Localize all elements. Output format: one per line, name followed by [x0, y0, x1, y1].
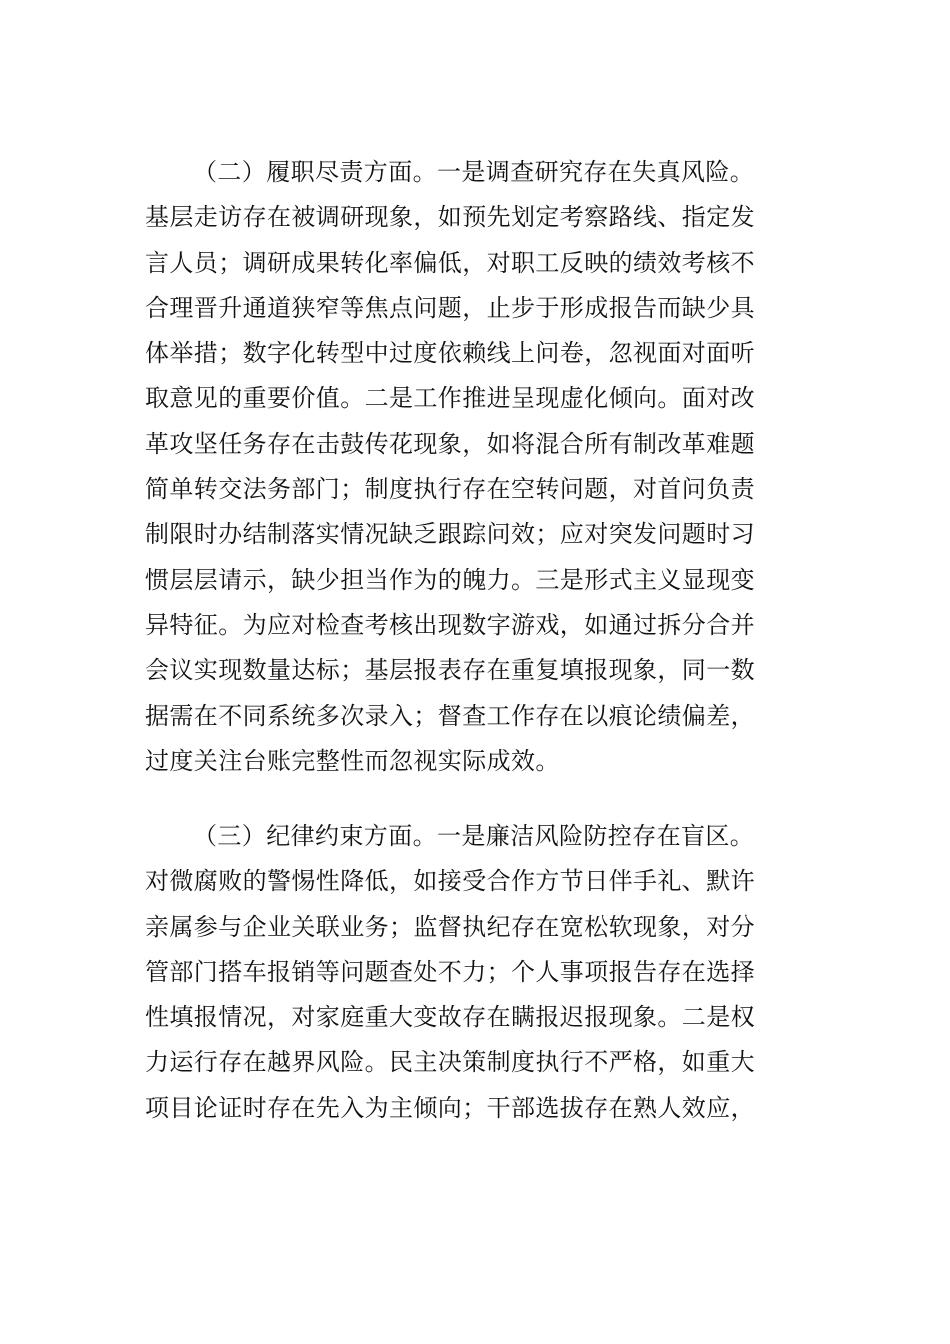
paragraph-line: 言人员；调研成果转化率偏低，对职工反映的绩效考核不 [145, 248, 755, 277]
paragraph-line: （三）纪律约束方面。一是廉洁风险防控存在盲区。 [193, 822, 755, 850]
paragraph-line: 对微腐败的警惕性降低，如接受合作方节日伴手礼、默许 [145, 867, 755, 896]
paragraph-line: 合理晋升通道狭窄等焦点问题，止步于形成报告而缺少具 [145, 293, 755, 322]
paragraph-line: 革攻坚任务存在击鼓传花现象，如将混合所有制改革难题 [145, 429, 755, 458]
paragraph-line: 性填报情况，对家庭重大变故存在瞒报迟报现象。二是权 [145, 1003, 755, 1032]
paragraph-line: 体举措；数字化转型中过度依赖线上问卷，忽视面对面听 [145, 339, 755, 368]
paragraph-line: （二）履职尽责方面。一是调查研究存在失真风险。 [193, 158, 755, 186]
paragraph-line: 过度关注台账完整性而忽视实际成效。 [145, 746, 560, 775]
paragraph-line: 异特征。为应对检查考核出现数字游戏，如通过拆分合并 [145, 610, 755, 639]
paragraph-line: 亲属参与企业关联业务；监督执纪存在宽松软现象，对分 [145, 912, 755, 941]
paragraph-line: 基层走访存在被调研现象，如预先划定考察路线、指定发 [145, 203, 755, 232]
paragraph-line: 惯层层请示，缺少担当作为的魄力。三是形式主义显现变 [145, 565, 755, 594]
paragraph-line: 据需在不同系统多次录入；督查工作存在以痕论绩偏差， [145, 701, 755, 730]
paragraph-line: 力运行存在越界风险。民主决策制度执行不严格，如重大 [145, 1048, 755, 1077]
paragraph-line: 取意见的重要价值。二是工作推进呈现虚化倾向。面对改 [145, 384, 755, 413]
paragraph-line: 制限时办结制落实情况缺乏跟踪问效；应对突发问题时习 [145, 520, 755, 549]
paragraph-performance-duties [145, 150, 795, 784]
paragraph-line: 项目论证时存在先入为主倾向；干部选拔存在熟人效应， [145, 1093, 755, 1122]
paragraph-line: 会议实现数量达标；基层报表存在重复填报现象，同一数 [145, 656, 755, 685]
paragraph-line: 简单转交法务部门；制度执行存在空转问题，对首问负责 [145, 475, 755, 504]
paragraph-discipline-constraints [145, 814, 795, 1131]
paragraph-line: 管部门搭车报销等问题查处不力；个人事项报告存在选择 [145, 957, 755, 986]
